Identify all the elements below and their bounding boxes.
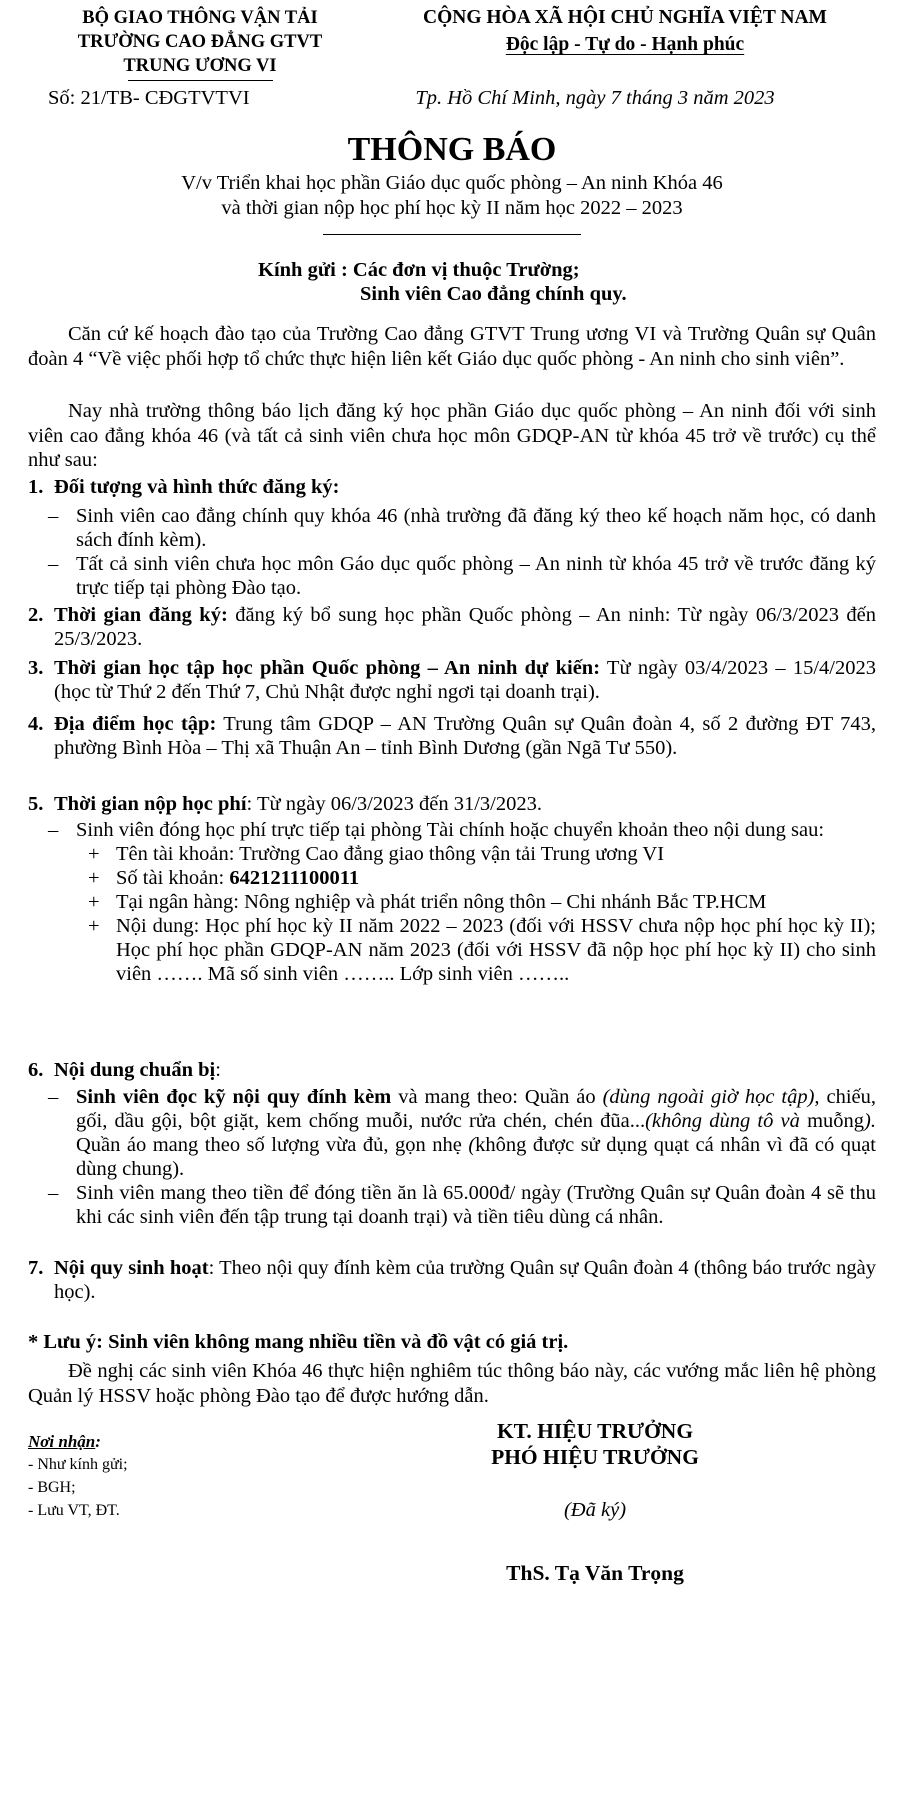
emphasis-text: Sinh viên đọc kỹ nội quy đính kèm [76, 1086, 392, 1108]
section-1 [28, 475, 876, 501]
dash-bullet: – [48, 1182, 59, 1204]
signer-title-1: KT. HIỆU TRƯỞNG [496, 1419, 694, 1443]
receivers-title: Nơi nhận [28, 1432, 96, 1451]
list-item-text: Tất cả sinh viên chưa học môn Gáo dục quốc phòng – An ninh từ khóa 45 trở về trước đăng ký trực tiếp tại phòng Đào tạo. [76, 553, 876, 599]
italic-text: (không dùng tô và [645, 1110, 800, 1132]
document-title: THÔNG BÁO [347, 131, 557, 168]
section-number: 4. [28, 713, 44, 735]
recipients-line1: Kính gửi : Các đơn vị thuộc Trường; [258, 259, 580, 281]
national-motto-block [385, 4, 865, 58]
section-heading: Nội quy sinh hoạt [54, 1257, 209, 1279]
dash-bullet: – [48, 553, 59, 575]
bank-name: Tại ngân hàng: Nông nghiệp và phát triển nông thôn – Chi nhánh Bắc TP.HCM [116, 891, 767, 913]
section-number: 2. [28, 604, 44, 626]
country-name: CỘNG HÒA XÃ HỘI CHỦ NGHĨA VIỆT NAM [423, 7, 827, 28]
section-number: 5. [28, 793, 44, 815]
recipients-line2: Sinh viên Cao đẳng chính quy. [360, 283, 627, 305]
text-run: Quần áo mang theo số lượng vừa đủ, gọn nhẹ [76, 1134, 469, 1156]
list-item-text: Sinh viên mang theo tiền để đóng tiền ăn là 65.000đ/ ngày (Trường Quân sự Quân đoàn 4 sẽ thu khi các sinh viên đến tập trung tại doanh trại) và tiền tiêu dùng cá nhân. [76, 1182, 876, 1228]
section-6 [28, 1058, 876, 1229]
section-text: đăng ký bổ sung học phần Quốc phòng – An ninh: Từ ngày 06/3/2023 đến 25/3/2023. [54, 604, 877, 650]
school-name-line1: TRƯỜNG CAO ĐẲNG GTVT [77, 32, 323, 52]
payment-content: Nội dung: Học phí học kỳ II năm 2022 – 2023 (đối với HSSV chưa nộp học phí học kỳ II); Học phí học phần GDQP-AN năm 2023 (đối với HSSV đã nộp học phí học kỳ II) cho sinh viên ……. Mã số sinh viên …….. Lớp sinh viên …….. [116, 915, 876, 985]
intro-paragraph-1: Căn cứ kế hoạch đào tạo của Trường Cao đẳng GTVT Trung ương VI và Trường Quân sự Quân đoàn 4 “Về việc phối hợp tổ chức thực hiện liên kết Giáo dục quốc phòng - An ninh cho sinh viên”. [28, 323, 876, 370]
note: * Lưu ý: Sinh viên không mang nhiều tiền và đồ vật có giá trị. [28, 1331, 569, 1353]
receiver-item: - Như kính gửi; [28, 1456, 128, 1473]
section-5 [28, 792, 876, 986]
document-subtitle-line1: V/v Triển khai học phần Giáo dục quốc phòng – An ninh Khóa 46 [181, 172, 723, 194]
section-number: 3. [28, 657, 44, 679]
document-number: Số: 21/TB- CĐGTVTVI [48, 87, 250, 109]
section-number: 1. [28, 476, 44, 498]
receiver-item: - Lưu VT, ĐT. [28, 1502, 120, 1519]
section-heading: Thời gian nộp học phí [54, 793, 247, 815]
plus-bullet: + [88, 843, 100, 865]
signer-title-2: PHÓ HIỆU TRƯỞNG [491, 1445, 699, 1469]
section-heading: Đối tượng và hình thức đăng ký: [54, 476, 340, 498]
section-2 [28, 603, 876, 651]
bank-item [88, 890, 876, 914]
italic-text: ). [864, 1110, 876, 1132]
dash-bullet: – [48, 505, 59, 527]
issuer-underline [128, 80, 273, 81]
account-number-value: 6421211100011 [229, 867, 360, 889]
heading-colon: : [215, 1059, 221, 1081]
section-number: 7. [28, 1257, 44, 1279]
italic-text: ( [468, 1134, 476, 1156]
section-heading: Nội dung chuẩn bị [54, 1059, 216, 1081]
dash-bullet: – [48, 1086, 59, 1108]
section-1-items [28, 504, 876, 600]
intro-paragraph-2: Nay nhà trường thông báo lịch đăng ký học phần Giáo dục quốc phòng – An ninh đối với sinh viên cao đẳng khóa 46 (và tất cả sinh viên chưa học môn GDQP-AN từ khóa 45 trở về trước) cụ thể như sau: [28, 400, 876, 471]
receivers-block [28, 1430, 128, 1522]
receivers-colon: : [95, 1432, 101, 1451]
text-run: chiếu, gối, dầu gội, bột giặt, kem chống muỗi, nước rửa chén, chén đũa... [76, 1086, 876, 1132]
account-name: Tên tài khoản: Trường Cao đẳng giao thông vận tải Trung ương VI [116, 843, 665, 865]
plus-bullet: + [88, 891, 100, 913]
section-number: 6. [28, 1059, 44, 1081]
list-item [48, 1085, 876, 1181]
section-text: : Theo nội quy đính kèm của trường Quân sự Quân đoàn 4 (thông báo trước ngày học). [54, 1257, 876, 1303]
list-item [48, 552, 876, 600]
italic-text: (dùng ngoài giờ học tập), [602, 1086, 820, 1108]
place-date: Tp. Hồ Chí Minh, ngày 7 tháng 3 năm 2023 [415, 87, 775, 109]
section-text: Trung tâm GDQP – AN Trường Quân sự Quân đoàn 4, số 2 đường ĐT 743, phường Bình Hòa – Thị xã Thuận An – tỉnh Bình Dương (gần Ngã Tư 550). [54, 713, 877, 759]
list-item [48, 1181, 876, 1229]
plus-bullet: + [88, 915, 100, 937]
payment-content-item [88, 914, 876, 986]
section-heading: Địa điểm học tập: [54, 713, 217, 735]
issuer-block [45, 6, 355, 78]
section-4 [28, 712, 876, 760]
section-heading: Thời gian học tập học phần Quốc phòng – An ninh dự kiến: [54, 657, 601, 679]
receiver-item: - BGH; [28, 1479, 76, 1496]
title-underline [323, 234, 581, 235]
section-heading: Thời gian đăng ký: [54, 604, 228, 626]
motto: Độc lập - Tự do - Hạnh phúc [505, 34, 745, 55]
signature-block [445, 1418, 745, 1587]
section-text: : Từ ngày 06/3/2023 đến 31/3/2023. [246, 793, 542, 815]
signed-mark: (Đã ký) [563, 1499, 627, 1521]
ministry-name: BỘ GIAO THÔNG VẬN TẢI [82, 8, 318, 28]
signer-name: ThS. Tạ Văn Trọng [506, 1560, 684, 1585]
list-item [48, 504, 876, 552]
list-item-text: Sinh viên đóng học phí trực tiếp tại phòng Tài chính hoặc chuyển khoản theo nội dung sau: [76, 819, 825, 841]
text-run: không được sử dụng quạt cá nhân vì đã có quạt dùng chung). [76, 1134, 876, 1180]
plus-bullet: + [88, 867, 100, 889]
account-name-item [88, 842, 876, 866]
text-run: muỗng [799, 1110, 865, 1132]
list-item-text [76, 1085, 876, 1181]
list-item [48, 818, 876, 842]
closing-paragraph: Đề nghị các sinh viên Khóa 46 thực hiện nghiêm túc thông báo này, các vướng mắc liên hệ phòng Quản lý HSSV hoặc phòng Đào tạo để được hướng dẫn. [28, 1360, 876, 1407]
list-item-text: Sinh viên cao đẳng chính quy khóa 46 (nhà trường đã đăng ký theo kế hoạch năm học, có danh sách đính kèm). [76, 505, 876, 551]
account-number-label: Số tài khoản: [116, 867, 230, 889]
section-7 [28, 1256, 876, 1304]
text-run: và mang theo: Quần áo [391, 1086, 603, 1108]
dash-bullet: – [48, 819, 59, 841]
account-number-item [88, 866, 876, 890]
section-text: Từ ngày 03/4/2023 – 15/4/2023 (học từ Thứ 2 đến Thứ 7, Chủ Nhật được nghỉ ngơi tại doanh trại). [54, 657, 876, 703]
school-name-line2: TRUNG ƯƠNG VI [123, 56, 277, 76]
document-subtitle-line2: và thời gian nộp học phí học kỳ II năm học 2022 – 2023 [221, 197, 683, 219]
section-3 [28, 656, 876, 704]
